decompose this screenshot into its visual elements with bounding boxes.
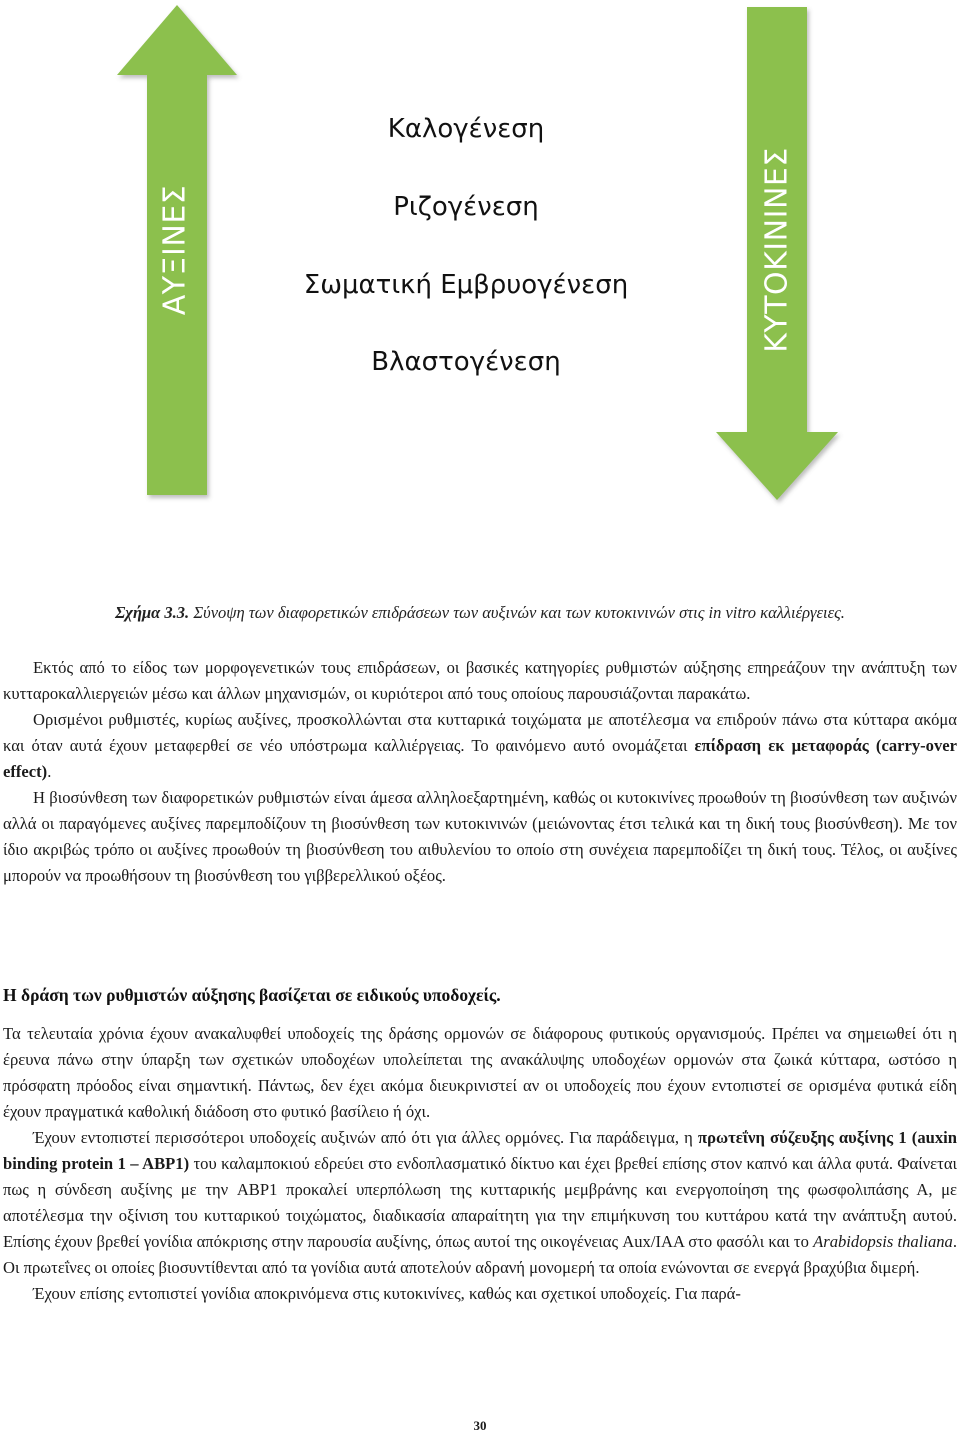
carry-over-term: επίδραση εκ μεταφοράς (carry-over effect): [3, 736, 957, 781]
cytokinin-arrow-label: ΚΥΤΟΚΙΝΙΝΕΣ: [759, 147, 795, 353]
paragraph-3: Η βιοσύνθεση των διαφορετικών ρυθμιστών είναι άμεσα αλληλοεξαρτημένη, καθώς οι κυτοκινίνες προωθούν τη βιοσύνθεση των αυξινών αλλά οι παραγόμενες αυξίνες παρεμποδίζουν τη βιοσύνθεση των κυτοκινινών (μειώνοντας έτσι τελικά και τη δική τους βιοσύνθεση). Με τον ίδιο ακριβώς τρόπο οι αυξίνες προωθούν τη βιοσύνθεση του αιθυλενίου το οποίο στη συνέχεια παρεμποδίζει τη δική τους. Τέλος, οι αυξίνες μπορούν να προωθήσουν τη βιοσύνθεση του γιββερελλικού οξέος.: [3, 788, 957, 885]
fig-item-rhizogenesis: Ριζογένεση: [393, 192, 539, 222]
paragraph-1: Εκτός από το είδος των μορφογενετικών τους επιδράσεων, οι βασικές κατηγορίες ρυθμιστών αύξησης επηρεάζουν την ανάπτυξη των κυτταροκαλλιεργειών μέσω και άλλων μηχανισμών, οι κυριότεροι από τους οποίους παρουσιάζονται παρακάτω.: [3, 658, 957, 703]
paragraph-6: Έχουν επίσης εντοπιστεί γονίδια αποκρινόμενα στις κυτοκινίνες, καθώς και σχετικοί υποδοχείς. Για παρά-: [33, 1284, 741, 1303]
auxin-arrow-label: ΑΥΞΙΝΕΣ: [157, 184, 193, 316]
body-section-2: [3, 1021, 957, 1307]
paragraph-5: Έχουν εντοπιστεί περισσότεροι υποδοχείς αυξινών από ότι για άλλες ορμόνες. Για παράδειγμα, η πρωτεΐνη σύζευξης αυξίνης 1 (auxin binding protein 1 – ABP1) του καλαμποκιού εδρεύει στο ενδοπλασματικό δίκτυο και έχει βρεθεί επίσης στον καπνό και άλλα φυτά. Φαίνεται πως η σύνδεση αυξίνης με την ABP1 προκαλεί υπερπόλωση της κυτταρικής μεμβράνης και ενεργοποίηση της φωσφολιπάσης Α, με αποτέλεσμα την οξίνιση του κυτταρικού τοιχώματος, διαδικασία απαραίτητη για την επιμήκυνση του κυττάρου κατά την ανάπτυξη αυτού. Επίσης έχουν βρεθεί γονίδια απόκρισης στην παρουσία αυξίνης, όπως αυτοί της οικογένειας Aux/IAA στο φασόλι και το Arabidopsis thaliana. Οι πρωτεΐνες οι οποίες βιοσυντίθενται από τα γονίδια αυτά αποτελούν αδρανή μονομερή τα οποία ενώνονται σε ενεργά βραχύβια διμερή.: [3, 1128, 957, 1277]
fig-item-shoot-organogenesis: Βλαστογένεση: [371, 347, 561, 377]
figure-caption: [0, 603, 960, 623]
page-number: 30: [473, 1418, 487, 1433]
body-section-1: [3, 655, 957, 889]
paragraph-4: Τα τελευταία χρόνια έχουν ανακαλυφθεί υποδοχείς της δράσης ορμονών σε διάφορους φυτικούς οργανισμούς. Πρέπει να σημειωθεί ότι η έρευνα πάνω στην ύπαρξη των σχετικών υποδοχέων υπολείπεται της ανακάλυψης υποδοχέων ορμονών στα ζωικά κύτταρα, ωστόσο η πρόσφατη πρόοδος είναι σημαντική. Πάντως, δεν έχει ακόμα διευκρινιστεί αν οι υποδοχείς που έχουν εντοπιστεί σε ορισμένα φυτικά είδη έχουν πραγματικά καθολική διάδοση στο φυτικό βασίλειο ή όχι.: [3, 1024, 957, 1121]
abp1-term: πρωτεΐνη σύζευξης αυξίνης 1 (auxin binding protein 1 – ABP1): [3, 1128, 957, 1173]
caption-text: Σύνοψη των διαφορετικών επιδράσεων των αυξινών και των κυτοκινινών στις in vitro καλλιέργειες.: [189, 603, 845, 622]
arrow-graphic: [0, 0, 960, 600]
section-heading: Η δράση των ρυθμιστών αύξησης βασίζεται σε ειδικούς υποδοχείς.: [3, 985, 501, 1005]
fig-item-callogenesis: Καλογένεση: [387, 114, 545, 144]
figure-auxin-cytokinin: [0, 0, 960, 622]
caption-label: Σχήμα 3.3.: [115, 603, 190, 622]
paragraph-2: Ορισμένοι ρυθμιστές, κυρίως αυξίνες, προσκολλώνται στα κυτταρικά τοιχώματα με αποτέλεσμα να επιδρούν πάνω στα κύτταρα ακόμα και όταν αυτά έχουν μεταφερθεί σε νέο υπόστρωμα καλλιέργειας. Το φαινόμενο αυτό ονομάζεται επίδραση εκ μεταφοράς (carry-over effect).: [3, 710, 957, 781]
fig-item-somatic-embryogenesis: Σωματική Εμβρυογένεση: [303, 270, 629, 300]
species-name: Arabidopsis thaliana: [813, 1232, 953, 1251]
